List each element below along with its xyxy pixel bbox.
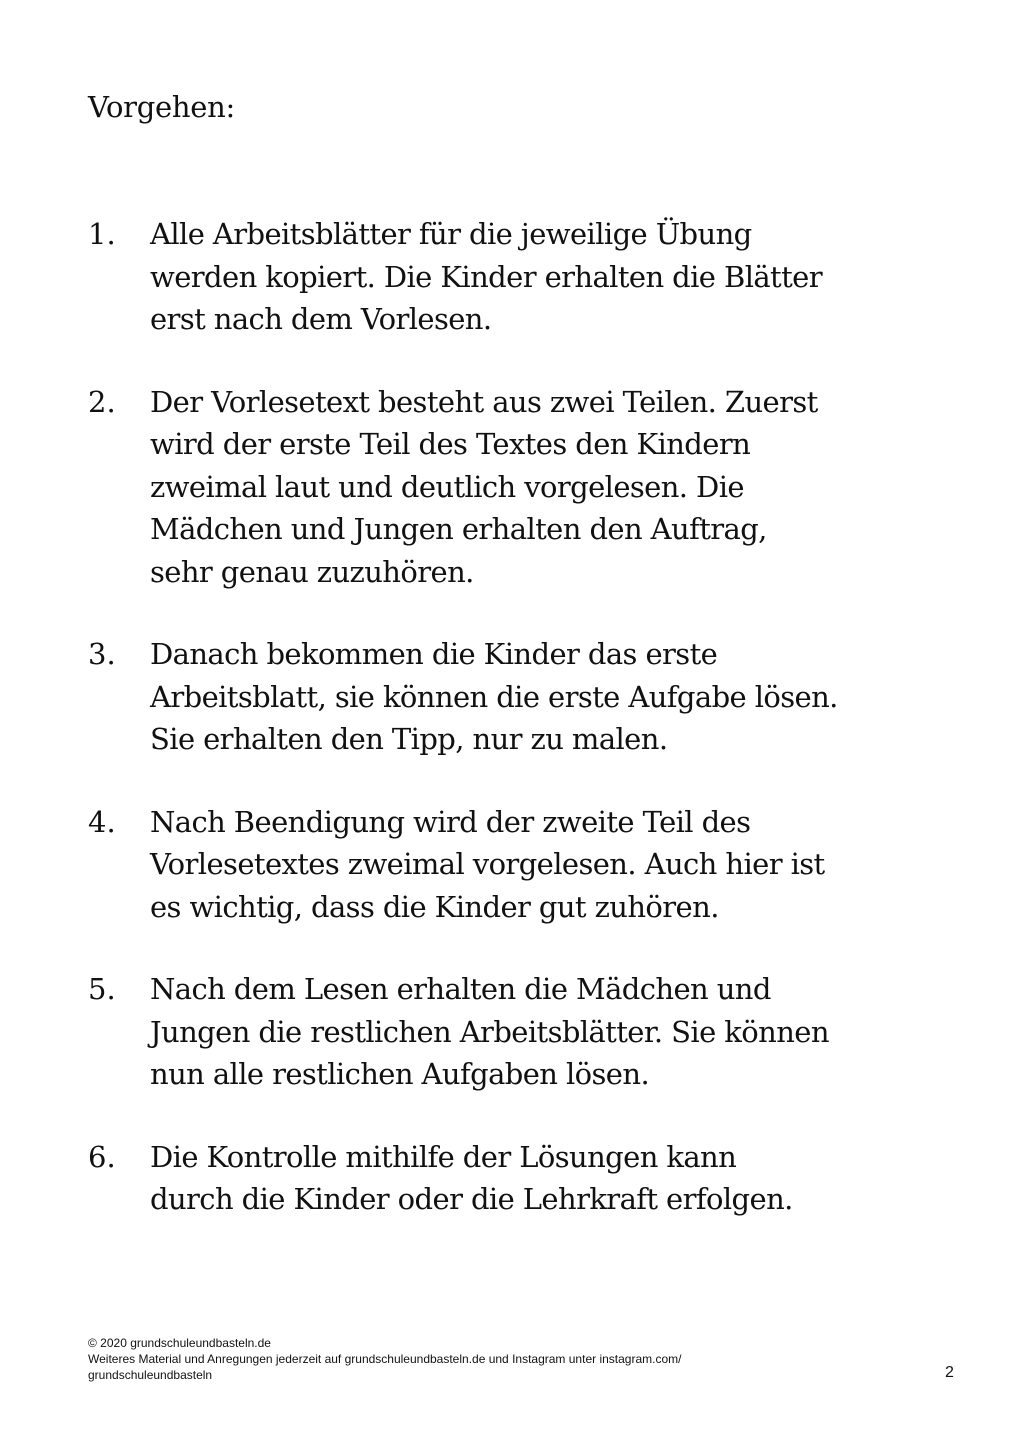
text-line: es wichtig, dass die Kinder gut zuhören. [150,889,719,924]
footer-info: Weiteres Material und Anregungen jederzeit auf grundschuleundbasteln.de und Instagram unter instagram.com/ [88,1352,682,1366]
item-text [150,968,829,1096]
item-text [150,1136,793,1221]
item-number: 3. [88,637,116,671]
list-item [88,801,988,929]
text-line: erst nach dem Vorlesen. [150,302,492,336]
text-line: Danach bekommen die Kinder das erste [150,637,718,671]
item-text [150,801,825,929]
text-line: Nach dem Lesen erhalten die Mädchen und [150,972,771,1006]
text-line: sehr genau zuzuhören. [150,554,474,589]
item-number: 1. [88,217,116,251]
item-text [150,381,818,594]
footer [88,1335,681,1383]
list-item [88,1136,988,1221]
item-number: 6. [88,1139,116,1174]
list-item [88,213,988,341]
list-item [88,968,988,1096]
text-line: Alle Arbeitsblätter für die jeweilige Übung [150,217,752,251]
section-title: Vorgehen: [88,90,235,124]
footer-info-cont: grundschuleundbasteln [88,1368,213,1382]
item-text [150,633,838,761]
steps-list [88,213,988,1261]
text-line: wird der erste Teil des Textes den Kindern [150,427,751,461]
text-line: Sie erhalten den Tipp, nur zu malen. [150,722,668,756]
page-number: 2 [945,1364,954,1381]
text-line: durch die Kinder oder die Lehrkraft erfolgen. [150,1182,793,1216]
footer-copyright: © 2020 grundschuleundbasteln.de [88,1336,271,1350]
text-line: Die Kontrolle mithilfe der Lösungen kann [150,1139,737,1174]
item-number: 4. [88,804,116,839]
item-number: 2. [88,384,116,419]
item-number: 5. [88,972,116,1006]
text-line: nun alle restlichen Aufgaben lösen. [150,1057,650,1091]
text-line: Nach Beendigung wird der zweite Teil des [150,804,751,839]
text-line: zweimal laut und deutlich vorgelesen. Die [150,469,744,504]
text-line: werden kopiert. Die Kinder erhalten die Blätter [150,259,822,294]
text-line: Jungen die restlichen Arbeitsblätter. Sie können [150,1014,829,1049]
list-item [88,381,988,594]
text-line: Arbeitsblatt, sie können die erste Aufgabe lösen. [150,679,838,714]
text-line: Mädchen und Jungen erhalten den Auftrag, [150,512,767,546]
item-text [150,213,822,341]
text-line: Vorlesetextes zweimal vorgelesen. Auch hier ist [150,847,825,881]
text-line: Der Vorlesetext besteht aus zwei Teilen. Zuerst [150,384,818,419]
list-item [88,633,988,761]
